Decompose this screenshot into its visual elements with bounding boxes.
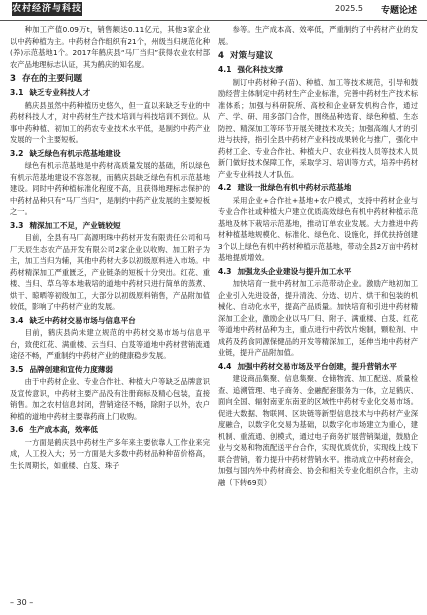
subsection-heading-4-1: 4.1 强化科技支撑 <box>218 65 284 74</box>
left-column <box>10 24 210 592</box>
paragraph-4-3: 加快培育一批中药材加工示范带动企业。激励产地初加工企业引入先进设备，提升清洗、分选、切片、烘干和包装的机械化、自动化水平，提高产品质量。加快培育和引进中药材精深加工企业，激励企业以马厂归、附子、满重楼、白芨、红花等道地中药材品种为主，重点进行中药饮片炮制，颗粒剂、中成药及药食同源保健品的开发等精深加工，延伸当地中药材产业链，提升产品附加值。 <box>218 279 418 357</box>
subsection-heading-3-6: 3.6 生产成本高，效率低 <box>10 425 98 434</box>
intro-paragraph: 种加工产值0.09万t，销售额达0.11亿元，其他3家企业以中药种植为主。中药材合作组织有21个，州级当归规范化种(养)示范基地1个。2017年鹤庆县“马厂当归”获得农业农村部农产品地理标志认证，其为鹤庆的知名度。 <box>10 25 210 69</box>
paragraph-4-1: 制订中药材种子(苗)、种植、加工等技术规范，引导和鼓励经营主体制定中药材生产企业标准，完善中药材生产技术标准体系；加强与科研院所、高校和企业研发机构合作，通过产、学、研、用多部门合作，围绕品种选育、绿色种植、生态防控、精深加工等环节开展关键技术攻关；加强高端人才的引进与扶持，指引全县中药材产业科技成果转化与推广，强化中药材工企、专业合作社、种植大户、农业科技人员等技术人员新门做好技术保障工作，采取学习、培训等方式，培养中药材产业专业科技人才队伍。 <box>218 77 418 179</box>
paragraph-4-2: 采用企业+合作社+基地+农户模式，支持中药材企业与专业合作社或种植大户建立优质高效绿色有机中药材种植示范基地及林下栽培示范基地，推动订单农业发展。大力推进中药材种植基地规模化、标准化、绿色化、设施化，择优扶持创建3个以上绿色有机中药材种植示范基地，带动全县2万亩中药材基地提质增效。 <box>218 195 418 262</box>
subsection-heading-4-2: 4.2 建设一批绿色有机中药材示范基地 <box>218 183 352 192</box>
right-intro-paragraph: 参等。生产成本高、效率低，严重制约了中药材产业的发展。 <box>218 25 418 46</box>
subsection-heading-3-3: 3.3 精深加工不足，产业链较短 <box>10 220 121 230</box>
subsection-heading-3-5: 3.5 品牌创建和宣传力度薄弱 <box>10 364 113 374</box>
subsection-heading-4-4: 4.4 加强中药材交易市场及平台创建，提升营销水平 <box>218 361 397 371</box>
section-heading-4: 4 对策与建议 <box>218 51 273 61</box>
paragraph-3-3: 目前，全县有马厂高源明珠中药材开发有限责任公司和马厂天辰生态农产品开发有限公司2家企业以收购、加工附子为主，加工当归为辅，其他中药材大多以初级原料进入市场。中药材精深加工严重匮乏，产业链条的短板十分突出。红花、重楼、当归、草乌等本地栽培的道地中药材只进行简单的蒸煮、烘干、晾晒等初级加工，大部分以初级原料销售，产品附加值较低，影响了中药材产业的发展。 <box>10 233 210 311</box>
page-header <box>0 0 427 21</box>
journal-brand-logo: 农村经济与科技 <box>12 4 83 14</box>
paragraph-3-4: 目前，鹤庆县尚未建立规范的中药材交易市场与信息平台，致使红花、满重楼、云当归、白芨等道地中药材营销流通途径不畅，严重制约中药材产业的健康稳步发展。 <box>10 328 210 360</box>
paragraph-3-5: 由于中药材企业、专业合作社、种植大户等缺乏品牌意识及宣传意识，中药材主要产品没有注册商标及精心包装，直接销售。加之农村信息封闭，营销途径不畅，除附子以外，农户种植的道地中药材主要靠药商上门收购。 <box>10 377 210 421</box>
continued-note: （下转69页） <box>225 477 272 487</box>
subsection-heading-3-4: 3.4 缺乏中药材交易市场与信息平台 <box>10 315 136 325</box>
subsection-heading-3-2: 3.2 缺乏绿色有机示范基地建设 <box>10 148 121 158</box>
section-name: 专题论述 <box>380 6 417 16</box>
page-number: – 30 – <box>10 598 34 607</box>
paragraph-4-4: 建设商品集聚、信息集聚、仓储物流、加工配送、质量检查、追溯管理、电子商务、金融配套服务为一体，立足鹤庆、面向全国、辐射南亚东南亚的区域性中药材专业化交易市场。促进大数据、物联网、区块链等新型信息技术与中药材产业深度融合，以数字化交易为基础，以数字化市场建立为重心，建机制、重流通、创模式，通过电子商务扩展营销渠道，鼓励企业与交易和物流配送平台合作，实现优质优价，实现线上线下联合营销，着力提升中药材营销水平。推动成立中药材商会，加强与国内外中药材商会、协会和相关专业化组织合作，主动融（下转69页） <box>218 374 418 487</box>
paragraph-3-1: 鹤庆县虽然中药种植历史悠久，但一直以来缺乏专业的中药材科技人才，对中药材生产技术培训与科技培训不到位。从事中药种植、初加工的药农专业技术水平低，是制约中药产业发展的一个主要短板。 <box>10 100 210 144</box>
subsection-heading-4-3: 4.3 加强龙头企业建设与提升加工水平 <box>218 266 352 276</box>
paragraph-3-2: 绿色有机示范基地是中药材高质量发展的基础，所以绿色有机示范基地建设不容忽视，而鹤庆县缺乏绿色有机示范基地建设。同时中药种植标准化程度不高，且获得地理标志保护的中药材品种只有“马厂当归”，是制约中药产业发展的主要短板之一。 <box>10 161 210 216</box>
section-heading-3: 3 存在的主要问题 <box>10 74 83 84</box>
paragraph-3-6: 一方面是鹤庆县中药材生产多年来主要依靠人工作业来完成，人工投入大；另一方面是大多数中药材品种种苗价格高，生长周期长，如重楼、白芨、珠子 <box>10 437 210 470</box>
issue-number: 2025.5 <box>335 4 363 13</box>
right-column <box>218 24 418 592</box>
subsection-heading-3-1: 3.1 缺乏专业科技人才 <box>10 88 91 97</box>
